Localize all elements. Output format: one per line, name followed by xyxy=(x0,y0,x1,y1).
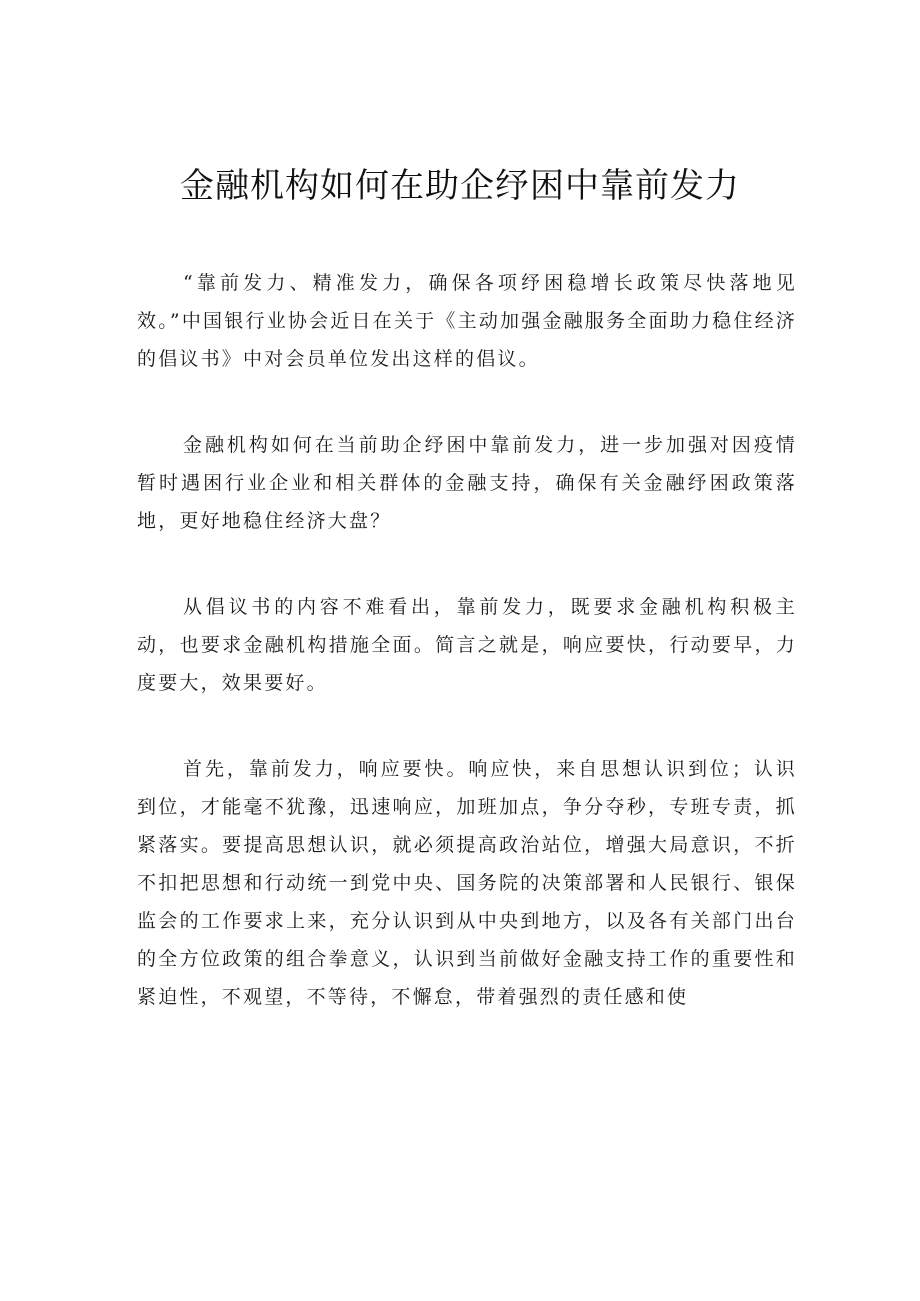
document-body xyxy=(137,264,797,1064)
paragraph-3: 从倡议书的内容不难看出，靠前发力，既要求金融机构积极主动，也要求金融机构措施全面。简言之就是，响应要快，行动要早，力度要大，效果要好。 xyxy=(137,596,797,694)
paragraph-2: 金融机构如何在当前助企纾困中靠前发力，进一步加强对因疫情暂时遇困行业企业和相关群体的金融支持，确保有关金融纾困政策落地，更好地稳住经济大盘？ xyxy=(137,434,797,532)
paragraph-1: “靠前发力、精准发力，确保各项纾困稳增长政策尽快落地见效。”中国银行业协会近日在关于《主动加强金融服务全面助力稳住经济的倡议书》中对会员单位发出这样的倡议。 xyxy=(137,272,797,370)
document-title: 金融机构如何在助企纾困中靠前发力 xyxy=(180,166,740,206)
paragraph-4: 首先，靠前发力，响应要快。响应快，来自思想认识到位；认识到位，才能毫不犹豫，迅速响应，加班加点，争分夺秒，专班专责，抓紧落实。要提高思想认识，就必须提高政治站位，增强大局意识，不折不扣把思想和行动统一到党中央、国务院的决策部署和人民银行、银保监会的工作要求上来，充分认识到从中央到地方，以及各有关部门出台的全方位政策的组合拳意义，认识到当前做好金融支持工作的重要性和紧迫性，不观望，不等待，不懈怠，带着强烈的责任感和使 xyxy=(137,758,797,1008)
